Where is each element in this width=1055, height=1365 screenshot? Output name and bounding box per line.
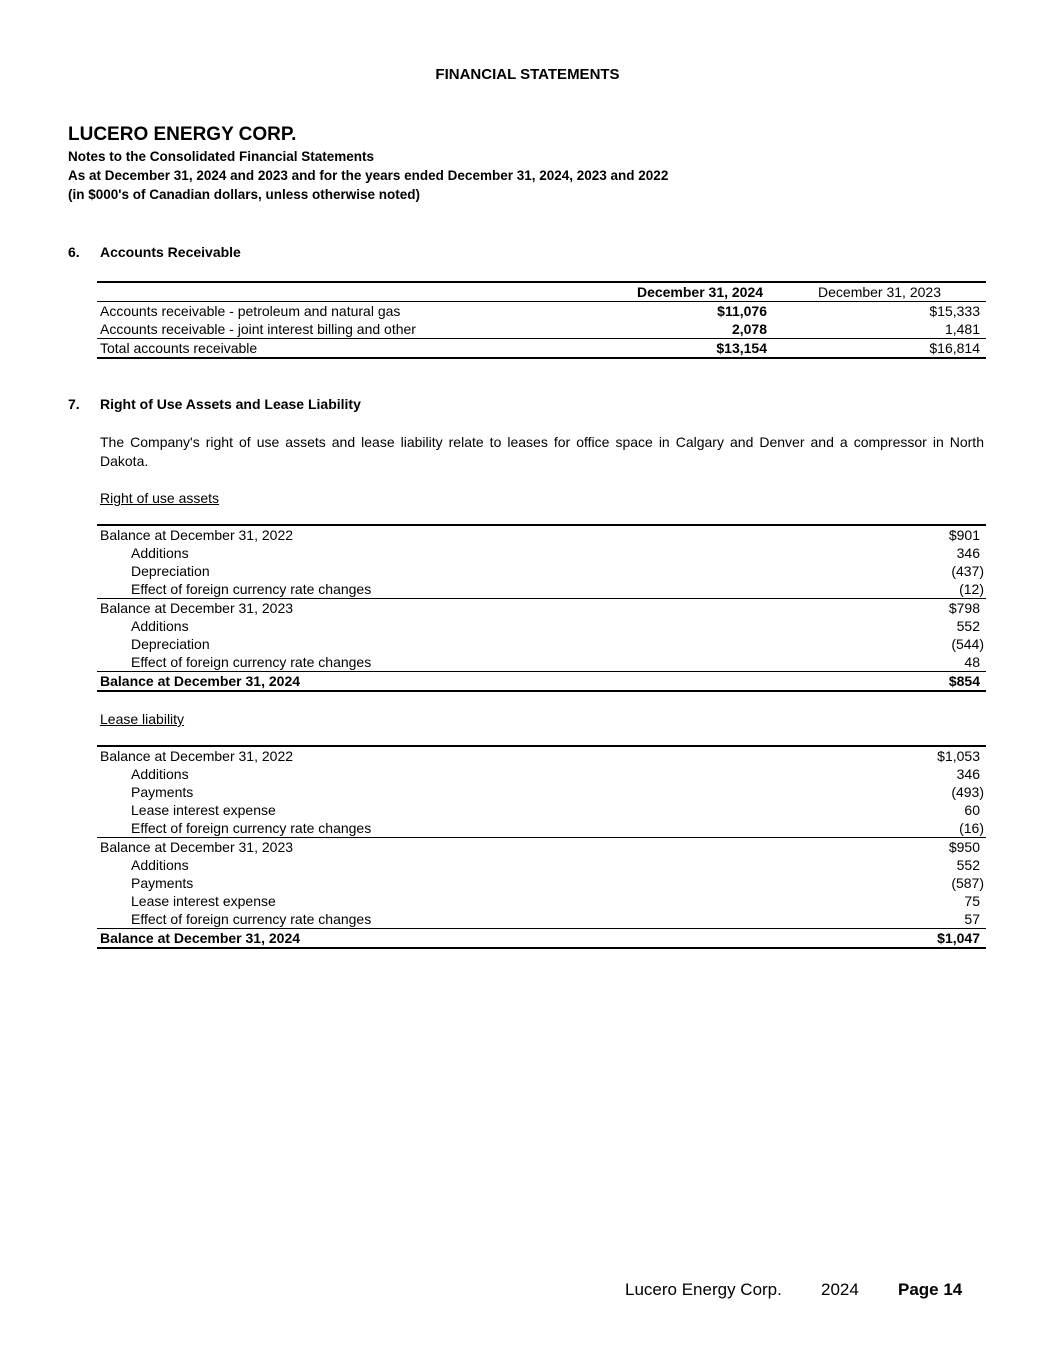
row-label: Payments	[131, 784, 194, 800]
table-row	[97, 562, 986, 580]
row-label: Total accounts receivable	[97, 339, 627, 359]
table-row	[97, 580, 986, 599]
row-label: Balance at December 31, 2023	[97, 599, 897, 618]
row-label: Balance at December 31, 2024	[97, 929, 897, 949]
row-value: 60	[964, 802, 980, 818]
row-label: Effect of foreign currency rate changes	[131, 654, 372, 670]
section-6-title: Accounts Receivable	[100, 244, 241, 260]
value-2024: $13,154	[627, 339, 773, 359]
row-value: (493)	[951, 784, 984, 800]
row-label: Depreciation	[131, 563, 210, 579]
rou-assets-table	[97, 524, 986, 692]
lease-liability-title: Lease liability	[100, 711, 185, 727]
section-7-description: The Company's right of use assets and lease liability relate to leases for office space in Calgary and Denver and a compressor in North Dakota.	[100, 434, 984, 469]
rou-assets-title: Right of use assets	[100, 490, 220, 506]
row-label: Balance at December 31, 2023	[97, 838, 897, 857]
table-row	[97, 635, 986, 653]
row-label: Lease interest expense	[131, 893, 276, 909]
accounts-receivable-table	[97, 281, 986, 359]
value-2023: $15,333	[773, 302, 986, 321]
row-label: Balance at December 31, 2022	[97, 746, 897, 765]
table-row	[97, 653, 986, 672]
table-row	[97, 599, 986, 618]
row-value: 48	[964, 654, 980, 670]
row-value: $1,047	[897, 929, 986, 949]
row-label: Balance at December 31, 2022	[97, 525, 897, 544]
column-header-2024: December 31, 2024	[627, 282, 773, 302]
row-value: 346	[956, 766, 980, 782]
table-row-total	[97, 929, 986, 949]
table-row	[97, 765, 986, 783]
footer-page-number: Page 14	[898, 1280, 963, 1299]
section-7-number: 7.	[68, 396, 80, 412]
section-6-number: 6.	[68, 244, 80, 260]
row-value: $901	[897, 525, 986, 544]
row-label: Accounts receivable - petroleum and natural gas	[97, 302, 627, 321]
row-value: (437)	[951, 563, 984, 579]
row-value: (587)	[951, 875, 984, 891]
row-value: (12)	[959, 581, 984, 597]
table-row	[97, 874, 986, 892]
row-value: (544)	[951, 636, 984, 652]
row-label: Balance at December 31, 2024	[97, 672, 897, 692]
company-name: LUCERO ENERGY CORP.	[68, 124, 297, 145]
section-7-title: Right of Use Assets and Lease Liability	[100, 396, 361, 412]
lease-liability-table	[97, 745, 986, 949]
row-label: Accounts receivable - joint interest billing and other	[100, 321, 416, 337]
row-label: Effect of foreign currency rate changes	[131, 820, 372, 836]
value-2023: 1,481	[944, 321, 980, 337]
row-value: 552	[956, 857, 980, 873]
value-2023: $16,814	[773, 339, 986, 359]
table-row	[97, 525, 986, 544]
column-header-2023: December 31, 2023	[773, 282, 986, 302]
row-label: Additions	[131, 766, 189, 782]
table-row	[97, 910, 986, 929]
row-label: Depreciation	[131, 636, 210, 652]
currency-note: (in $000's of Canadian dollars, unless otherwise noted)	[68, 187, 421, 202]
row-value: 346	[956, 545, 980, 561]
row-label: Payments	[131, 875, 194, 891]
value-2024: $11,076	[627, 302, 773, 321]
table-header-row	[97, 282, 986, 302]
table-row	[97, 838, 986, 857]
row-label: Effect of foreign currency rate changes	[131, 581, 372, 597]
row-value: 75	[964, 893, 980, 909]
table-row	[97, 320, 986, 339]
table-row	[97, 544, 986, 562]
row-value: $1,053	[897, 746, 986, 765]
row-value: $854	[897, 672, 986, 692]
table-row-total	[97, 672, 986, 692]
table-row	[97, 302, 986, 321]
row-value: 57	[964, 911, 980, 927]
table-row-total	[97, 339, 986, 359]
table-row	[97, 819, 986, 838]
value-2024: 2,078	[731, 321, 767, 337]
row-label: Effect of foreign currency rate changes	[131, 911, 372, 927]
table-row	[97, 892, 986, 910]
row-value: $950	[897, 838, 986, 857]
table-row	[97, 856, 986, 874]
table-row	[97, 746, 986, 765]
footer-year: 2024	[821, 1280, 859, 1299]
row-label: Additions	[131, 545, 189, 561]
page-header: FINANCIAL STATEMENTS	[435, 66, 620, 83]
row-label: Additions	[131, 618, 189, 634]
footer-company: Lucero Energy Corp.	[625, 1280, 782, 1299]
table-row	[97, 783, 986, 801]
period-description: As at December 31, 2024 and 2023 and for the years ended December 31, 2024, 2023 and 2022	[68, 168, 669, 183]
row-value: (16)	[959, 820, 984, 836]
row-label: Lease interest expense	[131, 802, 276, 818]
row-value: 552	[956, 618, 980, 634]
table-row	[97, 617, 986, 635]
row-label: Additions	[131, 857, 189, 873]
row-value: $798	[897, 599, 986, 618]
table-row	[97, 801, 986, 819]
notes-title: Notes to the Consolidated Financial Statements	[68, 149, 375, 164]
